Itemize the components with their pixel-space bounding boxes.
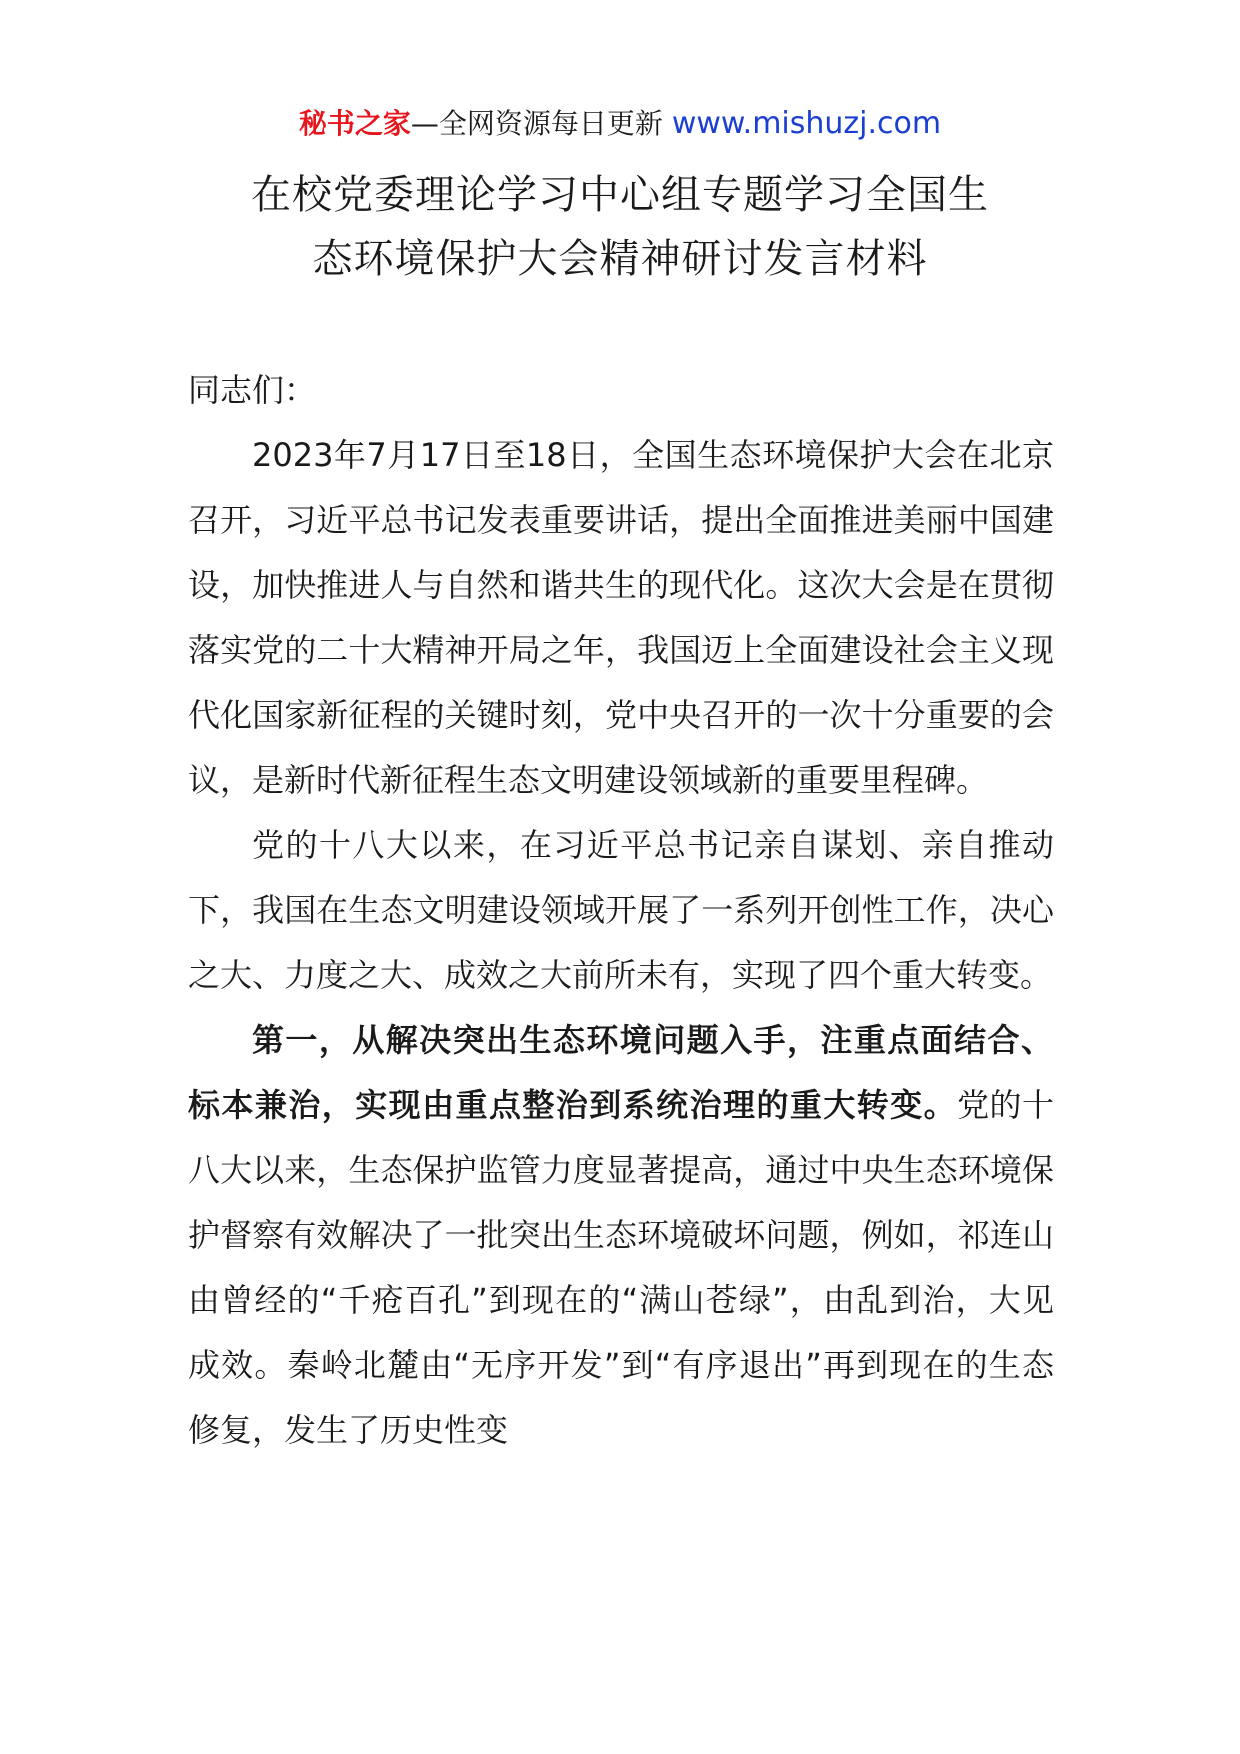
site-brand: 秘书之家 <box>298 107 411 140</box>
document-title-line-1: 在校党委理论学习中心组专题学习全国生 <box>251 172 989 218</box>
point-1-lead: 第一，从解决突出生态环境问题入手，注重点面结合、标本兼治，实现由重点整治到系统治理的重大转变。 <box>188 1021 1054 1124</box>
document-body <box>188 358 1054 1463</box>
site-header <box>0 104 1240 144</box>
document-title <box>120 163 1120 291</box>
document-title-line-2: 态环境保护大会精神研讨发言材料 <box>312 236 928 282</box>
salutation: 同志们： <box>188 371 317 409</box>
paragraph-1: 2023年7月17日至18日，全国生态环境保护大会在北京召开，习近平总书记发表重要讲话，提出全面推进美丽中国建设，加快推进人与自然和谐共生的现代化。这次大会是在贯彻落实党的二十大精神开局之年，我国迈上全面建设社会主义现代化国家新征程的关键时刻，党中央召开的一次十分重要的会议，是新时代新征程生态文明建设领域新的重要里程碑。 <box>188 436 1054 799</box>
site-tagline: —全网资源每日更新 <box>410 107 672 140</box>
paragraph-2: 党的十八大以来，在习近平总书记亲自谋划、亲自推动下，我国在生态文明建设领域开展了一系列开创性工作，决心之大、力度之大、成效之大前所未有，实现了四个重大转变。 <box>188 826 1054 994</box>
paragraph-3 <box>188 1008 1054 1463</box>
site-url-link[interactable]: www.mishuzj.com <box>671 106 942 141</box>
point-1-body: 党的十八大以来，生态保护监管力度显著提高，通过中央生态环境保护督察有效解决了一批突出生态环境破坏问题，例如，祁连山由曾经的“千疮百孔”到现在的“满山苍绿”，由乱到治，大见成效。秦岭北麓由“无序开发”到“有序退出”再到现在的生态修复，发生了历史性变 <box>188 1086 1054 1449</box>
